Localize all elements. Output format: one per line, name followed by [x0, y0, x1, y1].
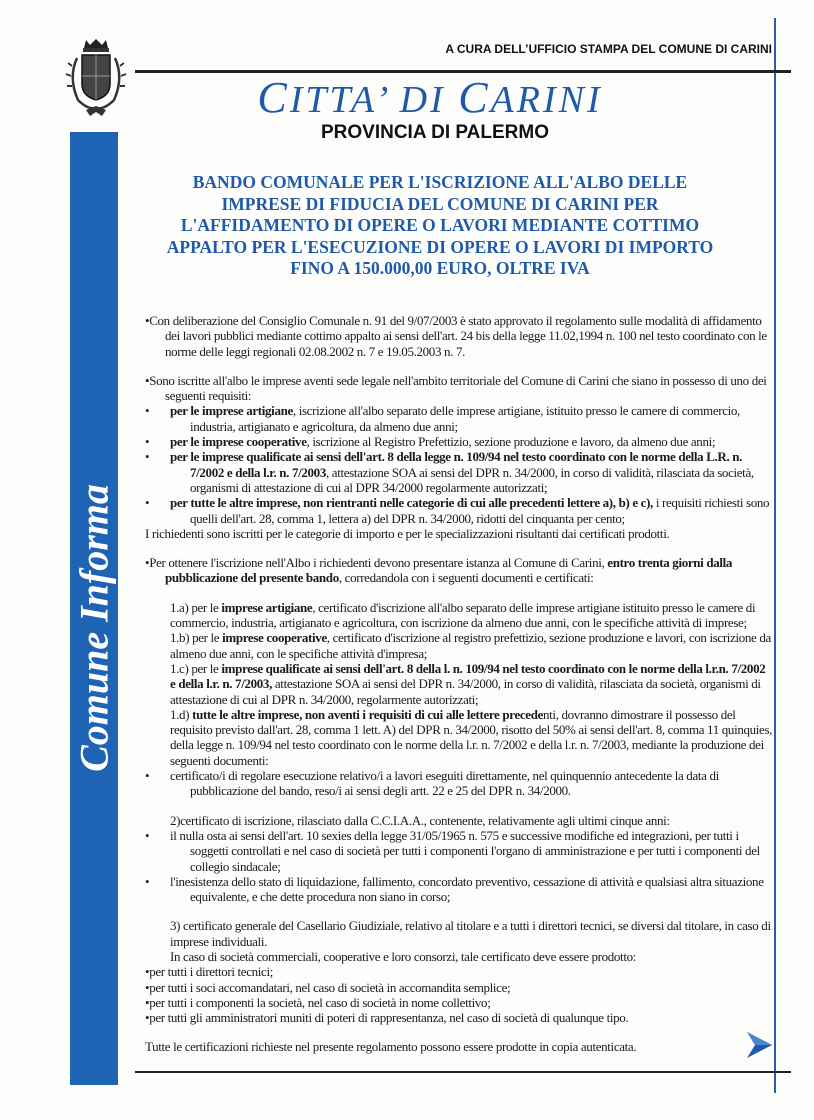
header-note: A CURA DELL’UFFICIO STAMPA DEL COMUNE DI CARINI: [445, 42, 772, 56]
text: •Per ottenere l'iscrizione nell'Albo i richiedenti devono presentare istanza al Comune di Carini,: [145, 555, 608, 571]
text: 2)certificato di iscrizione, rilasciato dalla C.C.I.A.A., contenente, relativamente agli ultimi cinque anni:: [170, 812, 670, 828]
paragraph: [145, 1039, 773, 1054]
city-text: ARINI: [490, 79, 603, 121]
text: , corredandola con i seguenti documenti e certificati:: [338, 570, 594, 586]
footer-rule: [135, 1071, 791, 1073]
bullet-icon: •: [145, 403, 150, 419]
bullet-item: [145, 434, 773, 449]
title-line: FINO A 150.000,00 EURO, OLTRE IVA: [290, 258, 590, 278]
notice-title: [130, 172, 750, 280]
title-line: BANDO COMUNALE PER L'ISCRIZIONE ALL'ALBO DELLE: [192, 172, 688, 192]
text: •per tutti i direttori tecnici;: [145, 964, 273, 980]
title-line: IMPRESE DI FIDUCIA DEL COMUNE DI CARINI PER: [221, 193, 659, 214]
text: •per tutti gli amministratori muniti di poteri di rappresentanza, nel caso di società di qualunque tipo.: [145, 1010, 629, 1026]
bold-text: entro trenta giorni dalla pubblicazione del presente bando: [165, 555, 733, 586]
paragraph: [145, 707, 773, 768]
text: , iscrizione all'albo separato delle imprese artigiane, istituito presso le camere di commercio, industria, artigianato e agricoltura, da almeno due anni;: [190, 403, 740, 434]
text-block: [145, 918, 773, 1025]
text-block: [145, 313, 773, 359]
bullet-icon: •: [145, 495, 150, 511]
text: attestazione SOA ai sensi del DPR n. 34/2000, in corso di validità, rilasciata da società, organismi di attestazione di cui al DPR n. 34/2000, regolarmente autorizzati;: [170, 676, 761, 707]
bold-text: per le imprese artigiane: [170, 403, 293, 419]
text-block: [145, 555, 773, 586]
text: certificato/i di regolare esecuzione relativo/i a lavori eseguiti direttamente, nel quinquennio antecedente la data di pubblicazione del bando, reso/i ai sensi degli artt. 22 e 25 del DPR n. 34/2000.: [170, 768, 719, 799]
paragraph: [145, 995, 773, 1010]
paragraph: [145, 526, 773, 541]
bold-text: per le imprese qualificate ai sensi dell'art. 8 della legge n. 109/94 nel testo coordinato con le norme della L.R. n. 7/2002 e della l.r. n. 7/2003: [170, 449, 743, 480]
city-title: [0, 73, 814, 122]
text: 1.b) per le: [170, 630, 223, 646]
sidebar-label: Comune Informa: [71, 483, 117, 772]
title-line: L'AFFIDAMENTO DI OPERE O LAVORI MEDIANTE COTTIMO: [180, 215, 700, 235]
text-block: [145, 600, 773, 799]
bullet-item: [145, 828, 773, 874]
text: i requisiti richiesti sono quelli dell'art. 28, comma 1, lettera a) del DPR n. 34/2000, ridotti del cinquanta per cento;: [190, 495, 770, 526]
city-initial: C: [458, 73, 491, 122]
text: , attestazione SOA ai sensi del DPR n. 34/2000, in corso di validità, rilasciata da società, organismi di attestazione di cui al DPR 34/2000 regolarmente autorizzati;: [190, 464, 754, 495]
bullet-item: [145, 449, 773, 495]
text: I richiedenti sono iscritti per le categorie di importo e per le specializzazioni risultanti dai certificati prodotti.: [145, 525, 670, 541]
city-initial: C: [257, 73, 290, 122]
text: 1.c) per le: [170, 660, 222, 676]
paragraph: [145, 630, 773, 661]
paragraph: [145, 918, 773, 949]
paragraph: [145, 661, 773, 707]
paragraph: [145, 555, 773, 586]
paragraph: [145, 964, 773, 979]
text: , certificato d'iscrizione al registro prefettizio, sezione produzione e lavori, con iscrizione da almeno due anni, con le specifiche attività d'impresa;: [170, 630, 771, 661]
text: , certificato d'iscrizione all'albo separato delle imprese artigiane istituito presso le camere di commercio, industria, artigianato e agricoltura, con iscrizione da almeno due anni, con le specifiche attività di imprese;: [170, 599, 756, 631]
bullet-item: [145, 495, 773, 526]
bullet-icon: •: [145, 873, 150, 889]
paragraph: [145, 1010, 773, 1025]
text: l'inesistenza dello stato di liquidazione, fallimento, concordato preventivo, cessazione di attività e qualsiasi altra situazione equivalente, e che dette procedura non siano in corso;: [170, 873, 764, 905]
text: 1.d): [170, 706, 193, 722]
bold-text: per tutte le altre imprese, non rientranti nelle categorie di cui alle precedenti lettere a), b) e c),: [170, 495, 653, 511]
paragraph: [145, 980, 773, 995]
text: •Con deliberazione del Consiglio Comunale n. 91 del 9/07/2003 è stato approvato il regolamento sulle modalità di affidamento dei lavori pubblici mediante cottimo appalto ai sensi dell'art. 24 bis della legge 11.02,1994 n. 100 nel testo coordinato con le norme delle leggi regionali 02.08.2002 n. 7 e 19.05.2003 n. 7.: [145, 313, 767, 359]
text-block: [145, 373, 773, 541]
text-block: [145, 813, 773, 905]
text: , iscrizione al Registro Prefettizio, sezione produzione e lavoro, da almeno due anni;: [306, 434, 716, 450]
sidebar-band: [70, 132, 118, 1085]
city-text: ITTA’ DI: [289, 79, 459, 121]
bullet-icon: •: [145, 434, 150, 450]
bullet-icon: •: [145, 827, 150, 843]
bullet-icon: •: [145, 768, 150, 784]
paragraph: [145, 313, 773, 359]
text: Tutte le certificazioni richieste nel presente regolamento possono essere prodotte in copia autenticata.: [145, 1039, 637, 1055]
paragraph: [145, 813, 773, 828]
text: •per tutti i soci accomandatari, nel caso di società in accomandita semplice;: [145, 979, 511, 995]
bullet-item: [145, 874, 773, 905]
text: •Sono iscritte all'albo le imprese aventi sede legale nell'ambito territoriale del Comune di Carini che siano in possesso di uno dei seguenti requisiti:: [145, 372, 767, 404]
text: •per tutti i componenti la società, nel caso di società in nome collettivo;: [145, 994, 491, 1010]
paragraph: [145, 949, 773, 964]
vertical-rule: [774, 18, 776, 1093]
text: il nulla osta ai sensi dell'art. 10 sexies della legge 31/05/1965 n. 575 e successive modifiche ed integrazioni, per tutti i soggetti controllati e nel caso di società per tutti i componenti l'organo di amministrazione e per tutti i componenti del collegio sindacale;: [170, 827, 760, 874]
bullet-item: [145, 768, 773, 799]
text: 1.a) per le: [170, 599, 222, 615]
bullet-icon: •: [145, 449, 150, 465]
notice-body: [145, 313, 773, 1055]
bold-text: imprese cooperative: [222, 630, 327, 646]
next-page-arrow-icon: [745, 1030, 773, 1060]
bold-text: imprese qualificate ai sensi dell'art. 8 della l. n. 109/94 nel testo coordinato con le norme della l.r.n. 7/2002 e della l.r. n. 7/2003,: [170, 660, 766, 692]
bold-text: imprese artigiane: [221, 599, 313, 615]
paragraph: [145, 600, 773, 631]
text: nti, dovranno dimostrare il possesso del requisito previsto dall'art. 28, comma 1 lett. A) del DPR n. 34/2000, risotto del 50% ai sensi dell'art. 8, comma 11 quinquies, della legge n. 109/94 nel testo coordinato con le norme della l.r. n. 7/2002 e della l.r. n. 7/2003, mediante la produzione dei seguenti documenti:: [170, 706, 773, 768]
province-subtitle: PROVINCIA DI PALERMO: [320, 122, 549, 143]
bold-text: tutte le altre imprese, non aventi i requisiti di cui alle lettere precede: [192, 706, 544, 722]
bullet-item: [145, 403, 773, 434]
text: In caso di società commerciali, cooperative e loro consorzi, tale certificato deve essere prodotto:: [170, 948, 636, 964]
bold-text: per le imprese cooperative: [170, 434, 307, 450]
text-block: [145, 1039, 773, 1054]
title-line: APPALTO PER L'ESECUZIONE DI OPERE O LAVORI DI IMPORTO: [166, 236, 714, 257]
paragraph: [145, 373, 773, 404]
text: 3) certificato generale del Casellario Giudiziale, relativo al titolare e a tutti i direttori tecnici, se diversi dal titolare, in caso di imprese individuali.: [170, 918, 771, 949]
